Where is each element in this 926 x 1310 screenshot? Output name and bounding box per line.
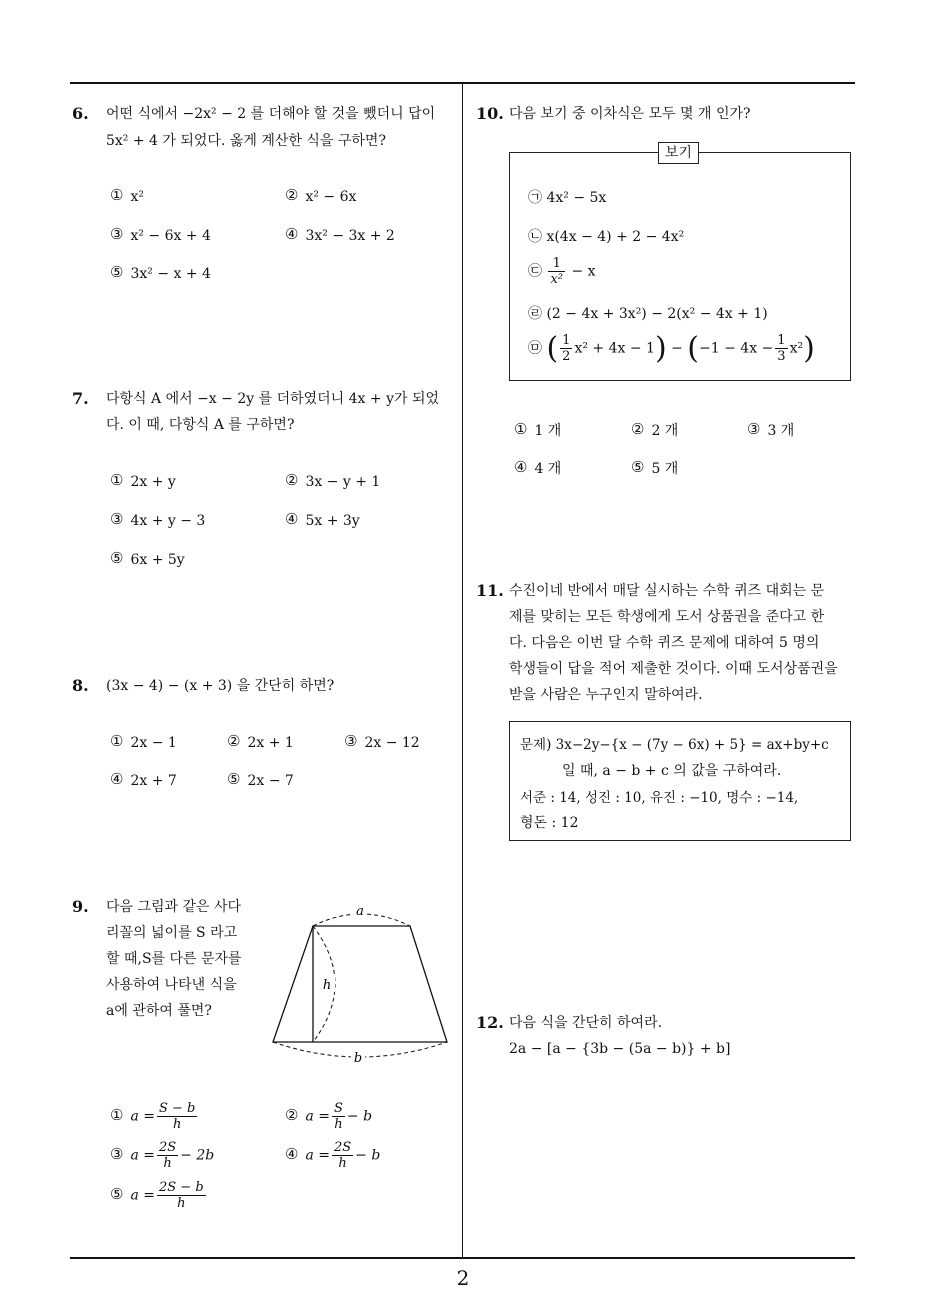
fraction [157,1180,206,1211]
q11-number: 11. [476,581,504,600]
option-text: 3 개 [767,423,795,439]
option-marker: ① [110,732,124,750]
item-marker: ㉡ [528,229,542,245]
option-marker: ① [110,471,124,489]
q6-number: 6. [72,104,89,123]
item-marker: ㉠ [528,190,542,206]
q11-text-line3: 다. 다음은 이번 달 수학 퀴즈 문제에 대하여 5 명의 [509,635,820,651]
q9-text-line1: 다음 그림과 같은 사다 [106,899,242,915]
q7-text-line1: 다항식 A 에서 −x − 2y 를 더하였더니 4x + y가 되었 [106,391,440,407]
q8-option-4[interactable] [110,772,177,789]
denominator: 3 [777,349,786,364]
q9-number: 9. [72,897,89,916]
q9-text-line2: 리꼴의 넓이를 S 라고 [106,925,238,941]
option-text: x² − 6x [305,189,357,205]
q11-box-line1: 문제) 3x−2y−{x − (7y − 6x) + 5} = ax+by+c [520,737,829,753]
q10-example-box [509,145,851,381]
fraction [548,256,565,287]
option-text: 5x + 3y [305,513,360,529]
example-item-d [528,303,768,323]
q11-text-line1: 수진이네 반에서 매달 실시하는 수학 퀴즈 대회는 문 [509,583,825,599]
q9-option-4[interactable] [285,1140,380,1171]
option-marker: ④ [110,770,124,788]
example-item-e: ㉤ ( $\frac{1}{2}$ x² + 4x − 1) − (−1 − 4x − $\frac{1}{3}$ x²) [528,331,815,366]
option-marker: ④ [285,1144,299,1163]
option-lhs: a = [305,1147,330,1164]
q11-text-line4: 학생들이 답을 적어 제출한 것이다. 이때 도서상품권을 [509,661,838,677]
numerator: 2S [333,1140,352,1155]
option-marker: ③ [344,732,358,750]
q9-text-line5: a에 관하여 풀면? [106,1003,212,1019]
numerator: S − b [158,1101,196,1116]
option-marker: ⑤ [227,770,241,788]
q11-text-line2: 제를 맞히는 모든 학생에게 도서 상품권을 준다고 한 [509,609,825,625]
q10-option-1[interactable] [514,420,561,440]
option-text: 2x + y [130,474,176,490]
q7-option-1[interactable] [110,473,176,490]
item-expression: 4x² − 5x [546,190,607,206]
option-lhs: a = [305,1108,330,1125]
q10-number: 10. [476,104,504,123]
option-lhs: a = [130,1187,155,1204]
q12-text-line1: 다음 식을 간단히 하여라. [509,1015,663,1031]
option-lhs: a = [130,1147,155,1164]
q8-option-1[interactable] [110,734,177,751]
item-marker: ㉤ [528,340,542,357]
example-item-c [528,256,596,287]
q7-option-2[interactable] [285,473,380,490]
option-text: 6x + 5y [130,552,185,568]
fraction [560,333,572,364]
label-a: a [356,904,364,919]
item-expression: x(4x − 4) + 2 − 4x² [546,229,685,245]
column-divider [462,83,463,1258]
option-marker: ① [110,186,124,204]
option-rest: − b [355,1147,381,1164]
option-marker: ① [514,420,528,438]
option-lhs: a = [130,1108,155,1125]
option-rest: − 2b [180,1147,215,1164]
denominator: x² [550,272,563,287]
denominator: h [338,1156,347,1171]
q8-number: 8. [72,676,89,695]
q10-option-4[interactable] [514,458,561,478]
option-marker: ③ [110,510,124,528]
option-rest: − b [346,1108,373,1125]
q6-option-5[interactable] [110,265,211,282]
item-marker: ㉣ [528,306,542,322]
option-text: 2x − 12 [364,735,420,751]
option-text: x² [130,189,144,205]
q7-option-3[interactable] [110,512,205,529]
item-expression: − [671,340,683,357]
option-marker: ⑤ [110,263,124,281]
option-marker: ② [285,1105,299,1124]
numerator: 1 [562,333,571,348]
numerator: 2S [158,1140,177,1155]
q9-text-line3: 할 때,S를 다른 문자를 [106,951,242,967]
q9-option-5[interactable] [110,1180,208,1211]
q8-option-5[interactable] [227,772,294,789]
fraction [332,1140,353,1171]
option-marker: ③ [747,420,761,438]
item-expression: −1 − 4x − [699,340,774,357]
option-text: 2x + 7 [130,773,177,789]
item-expression: x² [789,340,804,357]
numerator: 1 [777,333,786,348]
q11-box-line4: 형돈 : 12 [520,815,579,831]
q9-option-3[interactable] [110,1140,214,1171]
q12-number: 12. [476,1013,504,1032]
q9-option-1[interactable] [110,1101,199,1132]
q12-text-line2: 2a − [a − {3b − (5a − b)} + b] [509,1041,731,1057]
option-marker: ② [631,420,645,438]
option-marker: ④ [285,225,299,243]
option-text: 3x² − x + 4 [130,266,211,282]
numerator: S [333,1101,343,1116]
denominator: h [334,1117,343,1132]
q10-text-line1: 다음 보기 중 이차식은 모두 몇 개 인가? [509,106,751,122]
option-text: 4 개 [534,461,562,477]
option-text: 3x − y + 1 [305,474,381,490]
q7-number: 7. [72,389,89,408]
numerator: 2S − b [158,1180,204,1195]
q7-option-4[interactable] [285,512,360,529]
q8-option-2[interactable] [227,734,294,751]
denominator: h [177,1196,186,1211]
q8-option-3[interactable] [344,734,420,751]
fraction [775,333,787,364]
q9-option-2[interactable] [285,1101,372,1132]
option-marker: ④ [514,458,528,476]
trapezoid-figure [265,900,455,1070]
option-text: 3x² − 3x + 2 [305,228,395,244]
numerator: 1 [548,256,565,272]
item-expression: − x [571,263,596,280]
trapezoid-shape [273,926,447,1042]
label-b: b [353,1051,363,1066]
q6-option-1[interactable] [110,188,144,205]
option-marker: ⑤ [110,1184,124,1203]
q10-option-2[interactable] [631,420,678,440]
q6-option-2[interactable] [285,188,356,205]
example-box-title: 보기 [658,142,699,164]
option-marker: ③ [110,225,124,243]
q6-option-3[interactable] [110,227,211,244]
option-marker: ② [285,186,299,204]
q8-text-line1: (3x − 4) − (x + 3) 을 간단히 하면? [106,678,335,694]
q11-text-line5: 받을 사람은 누구인지 말하여라. [509,687,703,703]
q11-box-line3: 서준 : 14, 성진 : 10, 유진 : −10, 명수 : −14, [520,790,799,806]
fraction [157,1140,178,1171]
q11-box-line2: 일 때, a − b + c 의 값을 구하여라. [562,763,782,779]
denominator: 2 [562,349,571,364]
denominator: h [172,1117,182,1132]
option-marker: ⑤ [631,458,645,476]
option-text: x² − 6x + 4 [130,228,211,244]
option-text: 5 개 [651,461,679,477]
option-marker: ② [227,732,241,750]
q7-text-line2: 다. 이 때, 다항식 A 를 구하면? [106,417,295,433]
option-marker: ⑤ [110,549,124,567]
option-text: 2x + 1 [247,735,294,751]
option-text: 2x − 7 [247,773,294,789]
example-item-a [528,187,606,207]
label-h: h [322,978,332,993]
bottom-rule [70,1257,855,1259]
q10-option-5[interactable] [631,458,678,478]
option-text: 1 개 [534,423,562,439]
option-marker: ③ [110,1144,124,1163]
item-expression: (2 − 4x + 3x²) − 2(x² − 4x + 1) [546,306,768,322]
option-text: 2 개 [651,423,679,439]
q6-text-line1: 어떤 식에서 −2x² − 2 를 더해야 할 것을 뺐더니 답이 [106,106,436,122]
q9-text-line4: 사용하여 나타낸 식을 [106,977,237,993]
option-marker: ① [110,1105,124,1124]
option-text: 4x + y − 3 [130,513,206,529]
fraction [332,1101,345,1132]
q7-option-5[interactable] [110,551,185,568]
item-marker: ㉢ [528,263,542,280]
q6-text-line2: 5x² + 4 가 되었다. 옳게 계산한 식을 구하면? [106,133,386,149]
q10-option-3[interactable] [747,420,794,440]
denominator: h [163,1156,172,1171]
option-text: 2x − 1 [130,735,177,751]
item-expression: x² + 4x − 1 [574,340,655,357]
fraction [157,1101,197,1132]
q6-option-4[interactable] [285,227,395,244]
example-item-b [528,226,684,246]
page-number: 2 [456,1266,470,1290]
option-marker: ② [285,471,299,489]
option-marker: ④ [285,510,299,528]
